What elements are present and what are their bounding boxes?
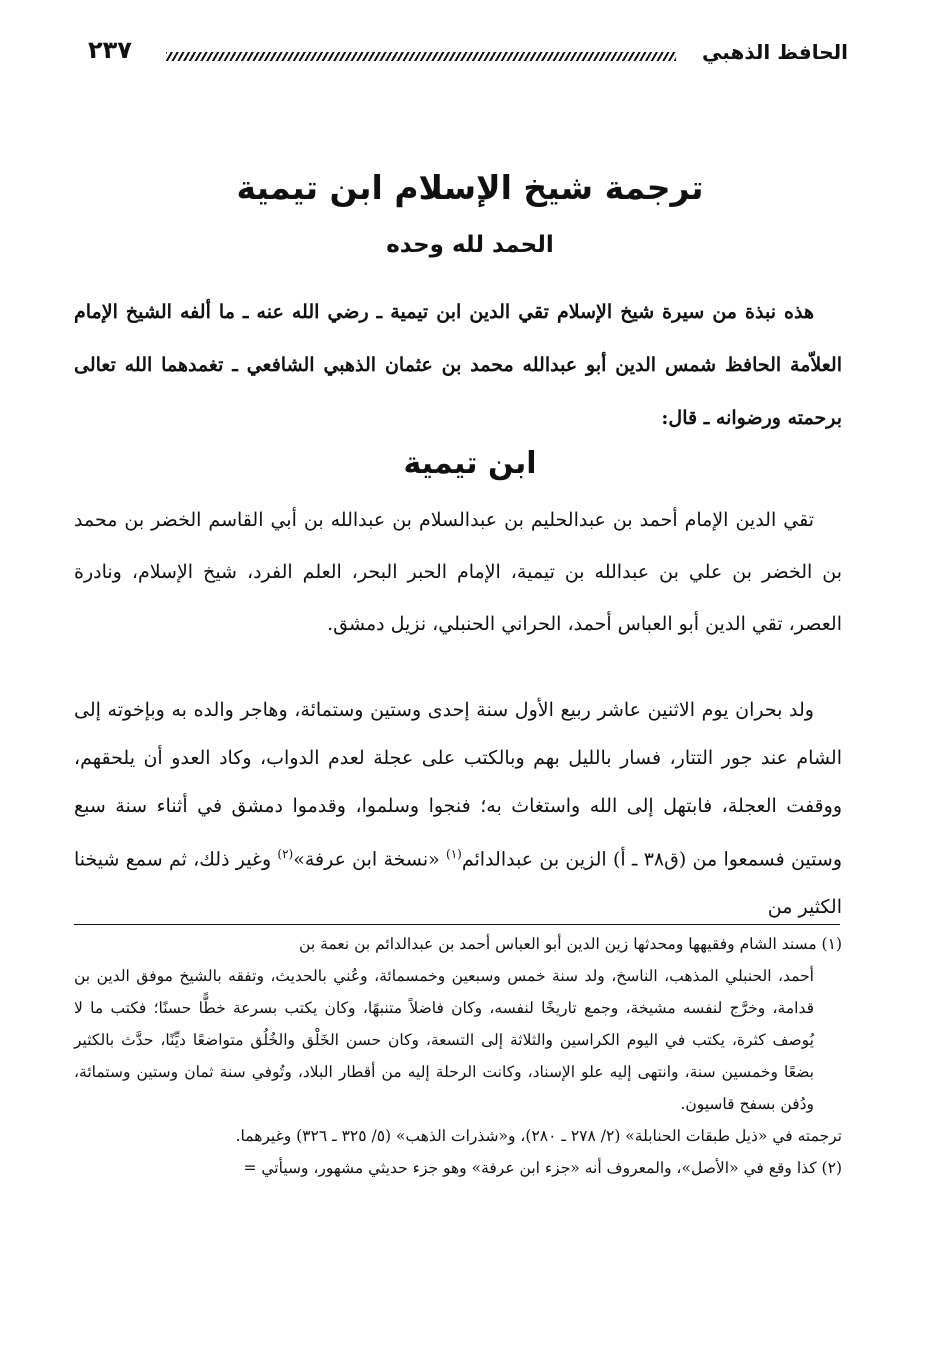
footnote-1-continuation: أحمد، الحنبلي المذهب، الناسخ، ولد سنة خمس وسبعين وخمسمائة، وعُني بالحديث، وتفقه بالشيخ موفق الدين بن قدامة، وخرَّج لنفسه مشيخة، وجمع تاريخًا لنفسه، وكان فاضلاً متنبهًا، وكان يكتب بسرعة خطًّا حسنًا؛ فكتب ما لا يُوصف كثرة، يكتب في اليوم الكراسين والثلاثة إلى التسعة، وكان حسن الخَلْق والخُلُق متواضعًا ديِّنًا، حدَّث بالكثير بضعًا وخمسين سنة، وانتهى إليه علو الإسناد، وكانت الرحلة إليه من أقطار البلاد، وتُوفي سنة ثمان وستين وستمائة، ودُفن بسفح قاسيون.	[74, 967, 814, 1113]
intro-text: هذه نبذة من سيرة شيخ الإسلام تقي الدين ابن تيمية ـ رضي الله عنه ـ ما ألفه الشيخ الإمام العلاّمة الحافظ شمس الدين أبو عبدالله محمد بن عثمان الذهبي الشافعي ـ تغمدهما الله تعالى برحمته ورضوانه ـ قال:	[74, 301, 842, 429]
bio-text: تقي الدين الإمام أحمد بن عبدالحليم بن عبدالسلام بن عبدالله بن أبي القاسم الخضر بن محمد بن الخضر بن علي بن عبدالله بن تيمية، الإمام الحبر البحر، العلم الفرد، شيخ الإسلام، ونادرة العصر، تقي الدين أبو العباس أحمد، الحراني الحنبلي، نزيل دمشق.	[74, 509, 842, 635]
footnote-ref-2[interactable]: (٢)	[277, 847, 294, 861]
footnote-separator	[74, 924, 840, 925]
footnote-1: (١) مسند الشام وفقيهها ومحدثها زين الدين أبو العباس أحمد بن عبدالدائم بن نعمة بن	[299, 935, 842, 953]
footnote-ref-1[interactable]: (١)	[446, 847, 462, 861]
intro-paragraph	[74, 286, 842, 445]
footnotes	[74, 928, 842, 1184]
running-header	[88, 36, 848, 76]
birth-text-end: وغير ذلك، ثم سمع شيخنا الكثير من	[74, 848, 842, 919]
running-title: الحافظ الذهبي	[702, 40, 848, 64]
bio-paragraph	[74, 494, 842, 650]
header-hatched-rule	[166, 52, 676, 61]
page-title: ترجمة شيخ الإسلام ابن تيمية	[236, 168, 704, 207]
footnote-2: (٢) كذا وقع في «الأصل»، والمعروف أنه «جزء ابن عرفة» وهو جزء حديثي مشهور، وسيأتي =	[243, 1159, 842, 1177]
birth-paragraph	[74, 686, 842, 931]
birth-text-start: ولد بحران يوم الاثنين عاشر ربيع الأول سنة إحدى وستين وستمائة، وهاجر والده به وبإخوته إلى الشام عند جور التتار، فسار بالليل بهم وبالكتب على عجلة لعدم الدواب، وكاد العدو أن يلحقهم، ووقفت العجلة، فابتهل إلى الله واستغاث به؛ فنجوا وسلموا، وقدموا دمشق في أثناء سنة سبع وستين فسمعوا من (ق٣٨ ـ أ) الزين بن عبدالدائم	[74, 699, 842, 871]
page-number: ٢٣٧	[88, 36, 132, 64]
birth-text-middle: «نسخة ابن عرفة»	[293, 848, 447, 871]
section-heading: ابن تيمية	[403, 446, 537, 481]
footnote-1-source: ترجمته في «ذيل طبقات الحنابلة» (٢/ ٢٧٨ ـ ٢٨٠)، و«شذرات الذهب» (٥/ ٣٢٥ ـ ٣٢٦) وغيرهما.	[235, 1127, 842, 1145]
subtitle: الحمد لله وحده	[386, 232, 554, 258]
